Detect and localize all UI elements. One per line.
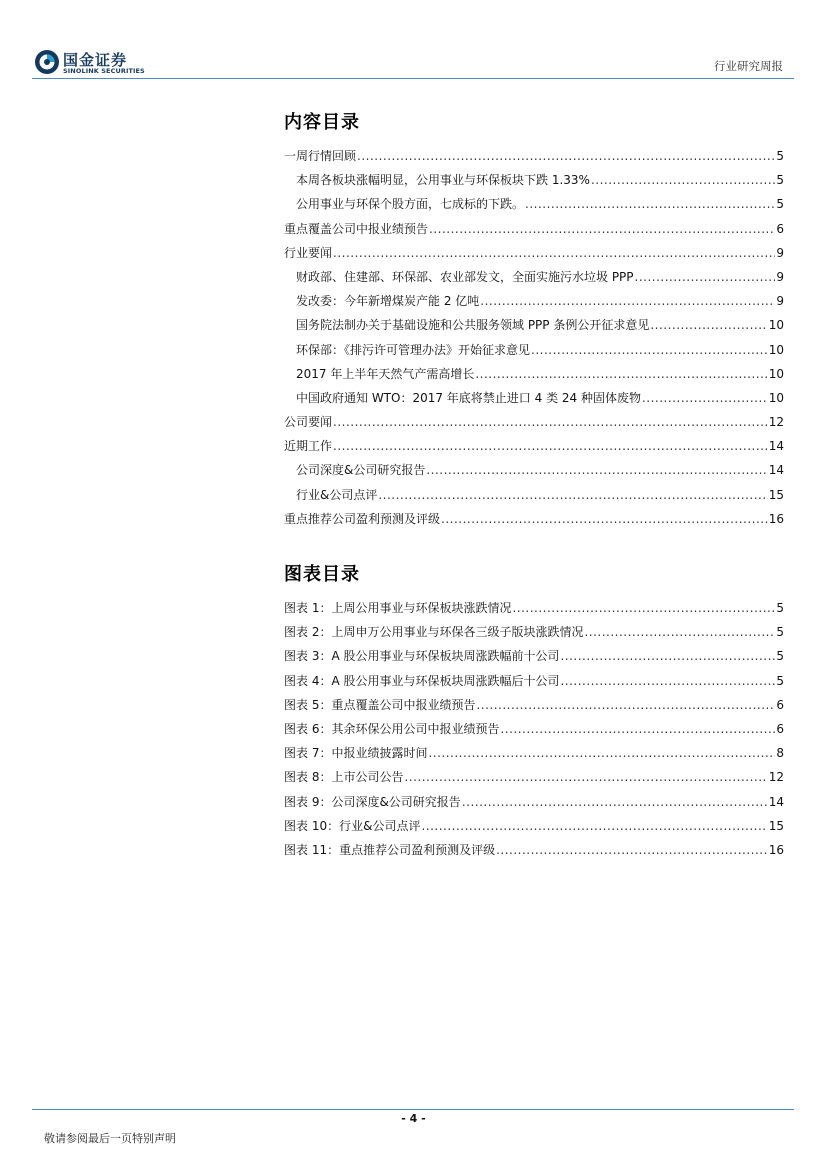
dot-leader bbox=[525, 192, 775, 216]
toc-entry[interactable] bbox=[284, 507, 784, 531]
figure-entry[interactable] bbox=[284, 596, 784, 620]
toc-entry[interactable] bbox=[284, 434, 784, 458]
figure-entry[interactable] bbox=[284, 814, 784, 838]
toc-entry-label: 财政部、住建部、环保部、农业部发文，全面实施污水垃圾 PPP bbox=[296, 269, 634, 284]
dot-leader bbox=[404, 765, 767, 789]
dot-leader bbox=[357, 144, 775, 168]
figure-entry-page: 5 bbox=[776, 601, 784, 615]
dot-leader bbox=[584, 620, 775, 644]
toc-entry-page: 16 bbox=[768, 511, 784, 526]
dot-leader bbox=[642, 386, 768, 410]
toc-entry-page: 14 bbox=[768, 463, 784, 478]
figure-entry[interactable] bbox=[284, 717, 784, 741]
toc-entry[interactable] bbox=[284, 338, 784, 362]
toc-entry[interactable] bbox=[284, 483, 784, 507]
toc-entry-page: 9 bbox=[776, 294, 784, 309]
toc-entry-page: 10 bbox=[768, 390, 784, 405]
dot-leader bbox=[333, 434, 768, 458]
dot-leader bbox=[560, 669, 775, 693]
figure-entry[interactable] bbox=[284, 669, 784, 693]
toc-entry-page: 6 bbox=[776, 221, 784, 236]
toc-entry-label: 近期工作 bbox=[284, 439, 333, 454]
dot-leader bbox=[560, 644, 775, 668]
toc-entry[interactable] bbox=[284, 313, 784, 337]
dot-leader bbox=[531, 338, 768, 362]
figure-entry-page: 15 bbox=[768, 818, 784, 833]
report-type-label: 行业研究周报 bbox=[714, 59, 783, 73]
toc-entry[interactable] bbox=[284, 168, 784, 192]
dot-leader bbox=[475, 362, 767, 386]
footer-disclaimer: 敬请参阅最后一页特别声明 bbox=[44, 1132, 176, 1145]
dot-leader bbox=[421, 814, 767, 838]
figure-entry[interactable] bbox=[284, 838, 784, 862]
logo-chinese-name: 国金证券 bbox=[63, 51, 128, 69]
dot-leader bbox=[441, 507, 768, 531]
figure-entry-label: 图表 3：A 股公用事业与环保板块周涨跌幅前十公司 bbox=[284, 649, 560, 664]
toc-entry-page: 5 bbox=[776, 173, 784, 188]
figure-entry-label: 图表 6：其余环保公用公司中报业绩预告 bbox=[284, 721, 500, 736]
figure-entry-page: 16 bbox=[768, 842, 784, 857]
toc-entry-label: 发改委：今年新增煤炭产能 2 亿吨 bbox=[296, 294, 480, 309]
figure-entry-label: 图表 5：重点覆盖公司中报业绩预告 bbox=[284, 697, 476, 712]
toc-entry[interactable] bbox=[284, 217, 784, 241]
toc-entry[interactable] bbox=[284, 192, 784, 216]
dot-leader bbox=[500, 717, 775, 741]
dot-leader bbox=[496, 838, 768, 862]
contents-list bbox=[284, 144, 784, 531]
figure-entry[interactable] bbox=[284, 765, 784, 789]
figures-list bbox=[284, 596, 784, 862]
toc-entry-label: 一周行情回顾 bbox=[284, 149, 357, 163]
figure-entry[interactable] bbox=[284, 741, 784, 765]
figure-entry-page: 12 bbox=[768, 770, 784, 785]
toc-entry[interactable] bbox=[284, 458, 784, 482]
toc-entry-label: 国务院法制办关于基础设施和公共服务领域 PPP 条例公开征求意见 bbox=[296, 318, 650, 333]
dot-leader bbox=[429, 217, 775, 241]
toc-entry[interactable] bbox=[284, 362, 784, 386]
contents-toc bbox=[284, 108, 784, 531]
figures-toc bbox=[284, 560, 784, 862]
toc-entry-page: 5 bbox=[776, 197, 784, 212]
page-header bbox=[0, 0, 827, 84]
sinolink-logo-icon bbox=[34, 48, 60, 76]
dot-leader bbox=[333, 241, 775, 265]
toc-entry-page: 10 bbox=[768, 366, 784, 381]
toc-entry-label: 2017 年上半年天然气产需高增长 bbox=[296, 366, 475, 381]
figure-entry-page: 5 bbox=[776, 673, 784, 688]
dot-leader bbox=[428, 741, 775, 765]
toc-entry-page: 10 bbox=[768, 318, 784, 333]
figure-entry-label: 图表 7：中报业绩披露时间 bbox=[284, 746, 428, 761]
dot-leader bbox=[480, 289, 775, 313]
toc-entry-label: 本周各板块涨幅明显，公用事业与环保板块下跌 1.33% bbox=[296, 173, 590, 188]
toc-entry-label: 公司要闻 bbox=[284, 415, 333, 430]
toc-entry-page: 9 bbox=[776, 245, 784, 260]
footer-divider bbox=[32, 1109, 794, 1110]
figure-entry-page: 8 bbox=[776, 746, 784, 761]
dot-leader bbox=[462, 790, 768, 814]
toc-entry-label: 公用事业与环保个股方面，七成标的下跌。 bbox=[296, 197, 525, 212]
toc-entry-label: 中国政府通知 WTO：2017 年底将禁止进口 4 类 24 种固体废物 bbox=[296, 390, 641, 405]
toc-entry-label: 环保部：《排污许可管理办法》开始征求意见 bbox=[296, 342, 531, 357]
logo-english-name: SINOLINK SECURITIES bbox=[63, 67, 145, 75]
toc-entry-page: 12 bbox=[768, 415, 784, 430]
dot-leader bbox=[591, 168, 775, 192]
figure-entry-page: 14 bbox=[768, 794, 784, 809]
figure-entry-page: 6 bbox=[776, 721, 784, 736]
toc-entry[interactable] bbox=[284, 144, 784, 168]
dot-leader bbox=[512, 596, 775, 620]
figure-entry-label: 图表 8：上市公司公告 bbox=[284, 770, 404, 785]
toc-entry-page: 9 bbox=[776, 269, 784, 284]
figure-entry-label: 图表 1：上周公用事业与环保板块涨跌情况 bbox=[284, 601, 512, 615]
figure-entry[interactable] bbox=[284, 644, 784, 668]
dot-leader bbox=[333, 410, 768, 434]
figure-entry-label: 图表 2：上周申万公用事业与环保各三级子版块涨跌情况 bbox=[284, 625, 584, 640]
dot-leader bbox=[378, 483, 767, 507]
toc-entry-label: 重点覆盖公司中报业绩预告 bbox=[284, 221, 429, 236]
dot-leader bbox=[650, 313, 767, 337]
figures-title: 图表目录 bbox=[284, 564, 360, 585]
figure-entry[interactable] bbox=[284, 790, 784, 814]
toc-entry[interactable] bbox=[284, 386, 784, 410]
toc-entry-page: 15 bbox=[768, 487, 784, 502]
figure-entry-label: 图表 10：行业&公司点评 bbox=[284, 818, 421, 833]
company-logo bbox=[34, 48, 152, 78]
figure-entry-label: 图表 11：重点推荐公司盈利预测及评级 bbox=[284, 842, 496, 857]
header-divider bbox=[32, 78, 794, 79]
dot-leader bbox=[476, 693, 775, 717]
figure-entry[interactable] bbox=[284, 620, 784, 644]
toc-entry-label: 重点推荐公司盈利预测及评级 bbox=[284, 511, 441, 526]
toc-entry[interactable] bbox=[284, 289, 784, 313]
toc-entry-label: 行业&公司点评 bbox=[296, 487, 378, 502]
figure-entry-label: 图表 9：公司深度&公司研究报告 bbox=[284, 794, 461, 809]
dot-leader bbox=[635, 265, 776, 289]
figure-entry-page: 6 bbox=[776, 697, 784, 712]
toc-entry-label: 公司深度&公司研究报告 bbox=[296, 463, 426, 478]
figure-entry[interactable] bbox=[284, 693, 784, 717]
figure-entry-label: 图表 4：A 股公用事业与环保板块周涨跌幅后十公司 bbox=[284, 673, 560, 688]
figure-entry-page: 5 bbox=[776, 649, 784, 664]
toc-entry-label: 行业要闻 bbox=[284, 245, 333, 260]
figure-entry-page: 5 bbox=[776, 625, 784, 640]
toc-entry-page: 14 bbox=[768, 439, 784, 454]
toc-entry[interactable] bbox=[284, 265, 784, 289]
toc-entry-page: 5 bbox=[776, 149, 784, 163]
toc-entry[interactable] bbox=[284, 410, 784, 434]
page-number: - 4 - bbox=[401, 1112, 426, 1125]
dot-leader bbox=[426, 458, 767, 482]
toc-entry-page: 10 bbox=[768, 342, 784, 357]
contents-title: 内容目录 bbox=[284, 112, 360, 133]
toc-entry[interactable] bbox=[284, 241, 784, 265]
